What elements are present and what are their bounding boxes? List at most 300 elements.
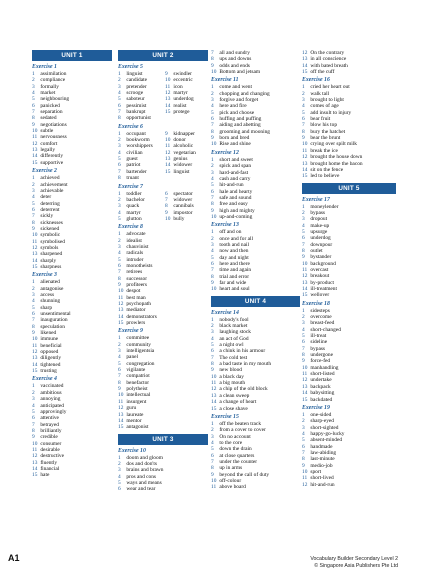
- item-number: 9: [211, 135, 214, 142]
- item-answer: realist: [173, 102, 187, 109]
- answer-list: [211, 317, 300, 412]
- item-answer: On no account: [219, 433, 251, 440]
- item-answer: patriot: [126, 162, 141, 169]
- item-answer: ambitious: [40, 389, 62, 396]
- item-number: 5: [211, 446, 214, 453]
- item-number: 5: [118, 256, 121, 263]
- item-answer: hard-and-fast: [219, 169, 249, 176]
- item-answer: inauguration: [40, 317, 68, 324]
- item-answer: subtle: [40, 128, 54, 135]
- item-number: 3: [118, 203, 121, 210]
- item-number: 12: [32, 349, 38, 356]
- item-number: 6: [211, 116, 214, 123]
- answer-item: [32, 472, 112, 478]
- item-number: 3: [32, 396, 35, 403]
- exercise-title: Exercise 3: [32, 272, 57, 279]
- item-number: 5: [118, 96, 121, 103]
- exercise-10-continued: [211, 50, 300, 75]
- item-number: 6: [32, 206, 35, 213]
- item-answer: bear the brunt: [310, 135, 341, 142]
- item-answer: alienated: [40, 279, 60, 286]
- item-answer: polytheist: [126, 386, 148, 393]
- item-number: 7: [211, 458, 214, 465]
- item-number: 11: [165, 83, 171, 90]
- item-number: 8: [32, 427, 35, 434]
- item-answer: undertake: [310, 377, 332, 384]
- item-number: 1: [32, 71, 35, 77]
- item-number: 4: [32, 90, 35, 97]
- item-number: 7: [32, 213, 35, 220]
- item-answer: short and sweet: [219, 156, 253, 163]
- item-number: 12: [118, 405, 124, 412]
- item-answer: here and fire: [219, 103, 247, 110]
- item-number: 7: [32, 421, 35, 428]
- item-number: 15: [32, 263, 38, 270]
- item-answer: babysitting: [310, 390, 335, 397]
- item-answer: black market: [219, 323, 248, 330]
- item-number: 9: [32, 121, 35, 128]
- item-number: 13: [165, 96, 171, 103]
- item-answer: off-colour: [219, 477, 242, 484]
- item-number: 14: [32, 361, 38, 368]
- item-answer: downpour: [310, 241, 333, 248]
- item-number: 8: [32, 219, 35, 226]
- item-number: 6: [118, 102, 121, 109]
- item-answer: short-changed: [310, 326, 341, 333]
- item-number: 2: [118, 196, 121, 203]
- item-answer: widower: [173, 196, 193, 203]
- column-3: [211, 50, 300, 491]
- item-answer: heart and soul: [219, 286, 250, 293]
- item-answer: huffing and puffing: [219, 116, 262, 123]
- item-answer: moneylender: [310, 203, 339, 210]
- item-answer: icon: [173, 83, 183, 90]
- item-number: 14: [32, 465, 38, 472]
- item-answer: make-up: [310, 222, 330, 229]
- item-answer: manhandling: [310, 364, 339, 371]
- item-number: 7: [211, 50, 214, 56]
- answer-list: [211, 157, 300, 220]
- item-answer: handmade: [310, 443, 333, 450]
- item-answer: laureate: [126, 411, 144, 418]
- item-number: 11: [32, 238, 38, 245]
- item-answer: donor: [173, 137, 186, 144]
- item-answer: symbols: [40, 244, 59, 251]
- item-number: 7: [165, 196, 168, 203]
- item-number: 2: [211, 235, 214, 242]
- item-answer: blow his top: [310, 122, 338, 129]
- item-answer: linguist: [173, 168, 190, 175]
- item-number: 13: [32, 251, 38, 258]
- item-number: 2: [118, 77, 121, 84]
- item-answer: symbolic: [40, 232, 61, 239]
- item-answer: comfort: [40, 140, 58, 147]
- answer-item: [302, 173, 396, 179]
- item-number: 1: [302, 307, 305, 314]
- exercise-7: [118, 184, 208, 223]
- item-answer: likened: [40, 330, 57, 337]
- answer-list: [118, 231, 208, 326]
- item-number: 13: [32, 147, 38, 154]
- item-answer: short-listed: [310, 371, 335, 378]
- item-answer: bankrupt: [126, 109, 146, 116]
- item-number: 10: [32, 232, 38, 239]
- item-answer: saboteur: [126, 96, 145, 103]
- item-number: 2: [32, 285, 35, 292]
- item-answer: successor: [126, 275, 148, 282]
- item-number: 6: [32, 415, 35, 422]
- item-answer: quack: [126, 203, 140, 210]
- item-number: 5: [118, 156, 121, 163]
- answer-list: [302, 308, 396, 403]
- item-answer: sickly: [40, 213, 54, 220]
- item-number: 4: [32, 298, 35, 305]
- item-number: 1: [211, 84, 214, 91]
- item-number: 6: [118, 262, 121, 269]
- answer-item: [302, 292, 396, 298]
- item-number: 15: [302, 292, 308, 299]
- exercise-17: [302, 197, 396, 299]
- item-answer: forgive and forget: [219, 97, 259, 104]
- answer-list: [211, 50, 300, 75]
- item-number: 8: [118, 175, 121, 182]
- exercise-2: [32, 168, 112, 270]
- item-number: 13: [302, 160, 308, 167]
- answer-item: [165, 216, 208, 222]
- item-answer: brains and brawn: [126, 467, 164, 474]
- unit-3-header: UNIT 3: [118, 434, 208, 445]
- item-answer: led to believe: [310, 173, 340, 180]
- item-number: 4: [118, 209, 121, 216]
- item-answer: brought home the bacon: [310, 160, 363, 167]
- item-number: 3: [211, 97, 214, 104]
- item-answer: bury the hatchet: [310, 128, 346, 135]
- item-answer: sharp-eyed: [310, 418, 335, 425]
- item-number: 1: [211, 420, 214, 427]
- item-answer: supportive: [40, 159, 64, 166]
- item-number: 12: [165, 90, 171, 97]
- item-number: 9: [32, 330, 35, 337]
- item-answer: intelligentsia: [126, 348, 155, 355]
- item-number: 7: [302, 122, 305, 129]
- item-number: 7: [118, 168, 121, 175]
- item-number: 8: [118, 379, 121, 386]
- item-answer: bookworm: [126, 137, 150, 144]
- item-answer: kidnapper: [173, 130, 195, 137]
- answer-list: [118, 455, 208, 493]
- page-number: A1: [8, 553, 20, 563]
- item-number: 4: [211, 175, 214, 182]
- item-answer: outlet: [310, 247, 323, 254]
- answer-list: [302, 412, 396, 488]
- item-answer: a clean sweep: [219, 392, 250, 399]
- item-answer: hit-and-run: [310, 481, 335, 488]
- item-answer: achievement: [40, 181, 68, 188]
- item-answer: doom and gloom: [126, 454, 163, 461]
- item-answer: underdog: [173, 96, 194, 103]
- item-number: 3: [302, 424, 305, 431]
- item-number: 9: [211, 367, 214, 374]
- exercise-14: [211, 310, 300, 412]
- column-2: [118, 50, 208, 493]
- item-answer: martyr: [173, 90, 188, 97]
- item-answer: above board: [219, 484, 246, 491]
- item-answer: sit on the fence: [310, 166, 344, 173]
- item-number: 10: [165, 215, 171, 222]
- item-number: 4: [302, 222, 305, 229]
- exercise-title: Exercise 17: [302, 196, 330, 203]
- item-answer: separation: [40, 109, 63, 116]
- item-answer: bypass: [310, 209, 326, 216]
- item-answer: swindler: [173, 71, 192, 77]
- exercise-title: Exercise 16: [302, 77, 330, 84]
- item-number: 10: [302, 364, 308, 371]
- exercise-15: [211, 414, 300, 491]
- item-number: 5: [211, 342, 214, 349]
- item-answer: short-lived: [310, 475, 334, 482]
- item-number: 11: [211, 484, 217, 491]
- answer-item: [211, 214, 300, 220]
- item-number: 13: [118, 411, 124, 418]
- item-answer: brilliantly: [40, 427, 62, 434]
- unit-2-header: UNIT 2: [118, 50, 208, 61]
- exercise-3: [32, 272, 112, 374]
- item-number: 11: [32, 134, 38, 141]
- item-answer: ill-treat: [310, 333, 327, 340]
- answer-item: [118, 115, 165, 121]
- item-answer: congregation: [126, 360, 155, 367]
- answer-item: [211, 286, 300, 292]
- item-number: 13: [302, 383, 308, 390]
- item-number: 8: [302, 128, 305, 135]
- item-answer: a change of heart: [219, 399, 257, 406]
- item-answer: radicals: [126, 250, 144, 257]
- item-answer: financial: [40, 465, 60, 472]
- item-number: 4: [211, 103, 214, 110]
- item-answer: ill-treatment: [310, 286, 338, 292]
- item-number: 15: [165, 109, 171, 116]
- item-answer: opposed: [40, 349, 59, 356]
- item-number: 4: [302, 103, 305, 110]
- answer-list-right: [165, 71, 208, 122]
- item-answer: compliance: [40, 77, 66, 84]
- item-answer: mentor: [126, 417, 142, 424]
- item-number: 12: [302, 154, 308, 161]
- exercise-title: Exercise 8: [118, 224, 143, 231]
- item-number: 1: [302, 203, 305, 210]
- item-number: 7: [118, 269, 121, 276]
- item-answer: upsurge: [310, 228, 328, 235]
- item-number: 3: [302, 97, 305, 104]
- item-answer: overcast: [310, 266, 329, 273]
- item-answer: here and there: [219, 260, 250, 267]
- item-number: 10: [302, 141, 308, 148]
- item-answer: hale and hearty: [219, 188, 253, 195]
- item-answer: sidesteps: [310, 307, 330, 314]
- item-number: 15: [32, 472, 38, 479]
- item-answer: worshippers: [126, 143, 153, 150]
- item-answer: occupant: [126, 130, 146, 137]
- answer-item: [118, 424, 208, 430]
- item-answer: underdog: [310, 235, 331, 242]
- item-number: 14: [211, 399, 217, 406]
- item-answer: nobody's fool: [219, 316, 249, 323]
- item-answer: a night owl: [219, 342, 244, 349]
- item-answer: idealist: [126, 237, 142, 244]
- item-answer: hit-and-run: [219, 182, 244, 189]
- item-number: 1: [118, 454, 121, 461]
- item-number: 14: [165, 162, 171, 169]
- item-answer: deterring: [40, 200, 60, 207]
- answer-list: [302, 204, 396, 299]
- item-number: 2: [302, 209, 305, 216]
- item-number: 11: [302, 147, 308, 154]
- item-answer: guest: [126, 156, 138, 163]
- footer-book-title: Vocabulary Builder Secondary Level 2: [310, 556, 398, 562]
- item-answer: fluently: [40, 459, 58, 466]
- item-number: 15: [165, 168, 171, 175]
- item-number: 7: [302, 449, 305, 456]
- item-answer: candidate: [126, 77, 148, 84]
- item-answer: force-fed: [310, 358, 331, 365]
- item-number: 8: [211, 56, 214, 63]
- exercise-title: Exercise 12: [211, 149, 239, 156]
- item-answer: pretender: [126, 83, 147, 90]
- item-answer: law-abiding: [310, 449, 337, 456]
- item-number: 6: [302, 116, 305, 123]
- item-answer: Bottom and jetsam: [219, 69, 261, 76]
- item-number: 14: [118, 313, 124, 320]
- item-answer: to the core: [219, 439, 243, 446]
- answer-item: [211, 406, 300, 412]
- item-answer: break the ice: [310, 147, 338, 154]
- item-number: 5: [118, 360, 121, 367]
- item-number: 6: [302, 339, 305, 346]
- exercise-title: Exercise 19: [302, 404, 330, 411]
- item-number: 3: [118, 243, 121, 250]
- item-answer: ups and downs: [219, 56, 252, 63]
- item-number: 14: [118, 417, 124, 424]
- item-number: 12: [302, 377, 308, 384]
- item-number: 3: [32, 83, 35, 90]
- item-number: 8: [32, 115, 35, 122]
- item-number: 4: [32, 402, 35, 409]
- exercise-title: Exercise 11: [211, 77, 239, 84]
- item-number: 13: [302, 56, 308, 63]
- item-answer: now and then: [219, 248, 249, 255]
- item-answer: aiding and abetting: [219, 122, 261, 129]
- item-number: 5: [302, 437, 305, 444]
- item-number: 13: [32, 459, 38, 466]
- item-number: 11: [165, 143, 171, 150]
- item-number: 9: [32, 225, 35, 232]
- item-answer: immune: [40, 336, 59, 343]
- item-number: 6: [118, 486, 121, 493]
- item-answer: Rise and shine: [219, 141, 251, 148]
- item-number: 3: [211, 329, 214, 336]
- item-number: 6: [32, 102, 35, 109]
- item-number: 8: [165, 203, 168, 210]
- item-answer: sharpness: [40, 263, 62, 270]
- item-number: 9: [302, 254, 305, 261]
- item-number: 11: [211, 380, 217, 387]
- item-answer: achievable: [40, 187, 64, 194]
- item-answer: a close shave: [219, 405, 248, 412]
- item-answer: nervousness: [40, 134, 67, 141]
- item-answer: up-and-coming: [219, 213, 253, 220]
- item-answer: under the counter: [219, 458, 258, 465]
- item-answer: intruder: [126, 256, 144, 263]
- exercise-title: Exercise 4: [32, 376, 57, 383]
- answer-list-left: [118, 191, 165, 223]
- item-number: 10: [32, 440, 38, 447]
- item-answer: cried her heart out: [310, 84, 350, 91]
- item-number: 14: [32, 257, 38, 264]
- item-number: 5: [211, 109, 214, 116]
- item-answer: high and mighty: [219, 207, 255, 214]
- item-number: 12: [32, 453, 38, 460]
- item-answer: once and for all: [219, 235, 254, 242]
- item-answer: panel: [126, 354, 139, 361]
- item-number: 4: [211, 248, 214, 255]
- item-answer: add insult to injury: [310, 109, 352, 116]
- item-number: 1: [32, 383, 35, 390]
- item-answer: trial and error: [219, 273, 249, 280]
- exercise-19: [302, 405, 396, 488]
- item-number: 4: [118, 149, 121, 156]
- item-answer: hate: [40, 472, 50, 479]
- item-answer: neighbouring: [40, 96, 70, 103]
- item-answer: walk tall: [310, 90, 330, 97]
- item-number: 15: [302, 173, 308, 180]
- answer-list-left: [118, 131, 165, 182]
- exercise-6: [118, 124, 208, 182]
- item-answer: all and sundry: [219, 50, 250, 56]
- item-answer: shunning: [40, 298, 61, 305]
- item-number: 6: [302, 443, 305, 450]
- item-answer: legally: [40, 147, 56, 154]
- item-answer: a bad taste in my mouth: [219, 361, 272, 368]
- item-number: 4: [118, 473, 121, 480]
- item-number: 2: [32, 389, 35, 396]
- item-answer: speculation: [40, 323, 65, 330]
- item-answer: cannibals: [173, 203, 194, 210]
- item-answer: annoying: [40, 396, 61, 403]
- item-answer: desirable: [40, 446, 60, 453]
- item-answer: sickened: [40, 225, 60, 232]
- item-answer: antagonise: [40, 285, 64, 292]
- answer-list: [32, 383, 112, 478]
- item-number: 10: [32, 128, 38, 135]
- item-answer: sideline: [310, 339, 328, 346]
- item-number: 6: [32, 311, 35, 318]
- item-number: 9: [302, 135, 305, 142]
- exercise-title: Exercise 18: [302, 300, 330, 307]
- item-answer: attentive: [40, 415, 59, 422]
- exercise-title: Exercise 7: [118, 183, 143, 190]
- exercise-11: [211, 77, 300, 147]
- exercise-8: [118, 224, 208, 326]
- item-answer: On the contrary: [310, 50, 345, 56]
- item-answer: symbolised: [40, 238, 65, 245]
- item-answer: credible: [40, 434, 58, 441]
- item-answer: linguist: [126, 71, 143, 77]
- answer-item: [165, 109, 208, 115]
- item-number: 13: [118, 307, 124, 314]
- item-number: 8: [118, 275, 121, 282]
- item-answer: odds and ends: [219, 62, 250, 69]
- item-answer: backpack: [310, 383, 331, 390]
